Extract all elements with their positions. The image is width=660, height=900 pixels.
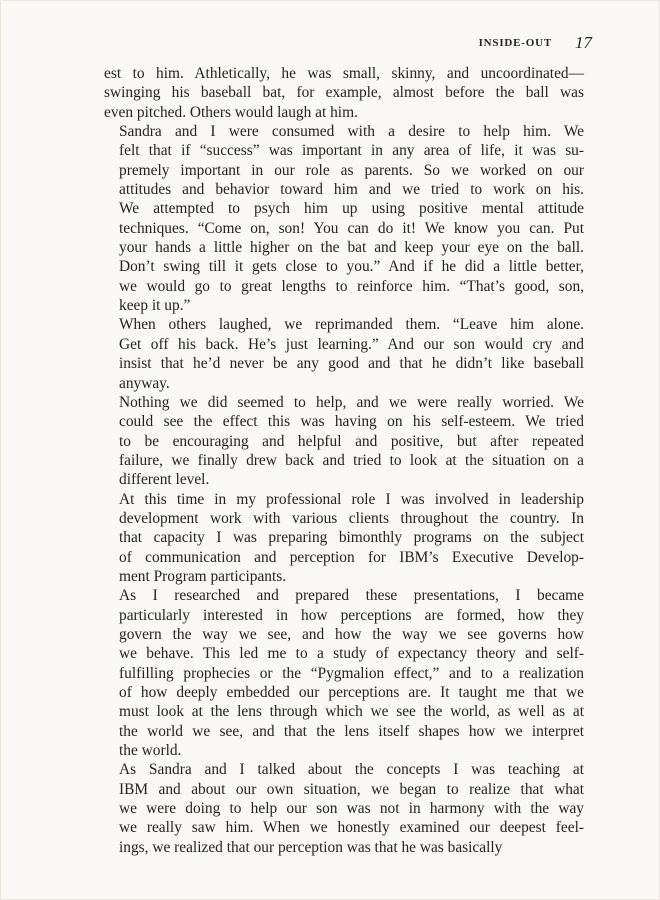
paragraph — [104, 315, 584, 392]
text-line: that capacity I was preparing bimonthly programs on the subject — [119, 529, 584, 547]
text-line: Nothing we did seemed to help, and we were really worried. We — [119, 393, 584, 411]
text-line: fulfilling prophecies or the “Pygmalion effect,” and to a realization — [119, 664, 584, 682]
page-header — [0, 34, 660, 54]
page-number: 17 — [575, 33, 592, 52]
text-line: When others laughed, we reprimanded them. “Leave him alone. — [119, 316, 584, 334]
text-line: development work with various clients throughout the country. In — [119, 509, 584, 527]
running-head: INSIDE-OUT — [478, 37, 552, 49]
text-line: we would go to great lengths to reinforce him. “That’s good, son, — [119, 277, 584, 295]
text-line: We attempted to psych him up using positive mental attitude — [119, 200, 584, 218]
text-line: felt that if “success” was important in any area of life, it was su- — [119, 142, 584, 160]
text-line: ings, we realized that our perception was that he was basically — [119, 838, 503, 856]
text-line: different level. — [119, 471, 210, 489]
text-line: attitudes and behavior toward him and we tried to work on his. — [119, 181, 584, 199]
paragraph — [104, 586, 584, 760]
text-line: Get off his back. He’s just learning.” And our son would cry and — [119, 335, 584, 353]
text-line: of communication and perception for IBM’s Executive Develop- — [119, 548, 584, 566]
text-line: techniques. “Come on, son! You can do it! We know you can. Put — [119, 219, 584, 237]
paragraph — [104, 122, 584, 315]
text-line: we were doing to help our son was not in harmony with the way — [119, 800, 584, 818]
text-line: keep it up.” — [119, 297, 191, 315]
body-text — [104, 64, 584, 857]
text-line: the world we see, and that the lens itself shapes how we interpret — [119, 722, 584, 740]
text-line: govern the way we see, and how the way we see governs how — [119, 625, 584, 643]
text-line: As Sandra and I talked about the concepts I was teaching at — [119, 761, 584, 779]
paragraph — [104, 393, 584, 490]
paragraph — [104, 490, 584, 587]
text-line: premely important in our role as parents. So we worked on our — [119, 161, 584, 179]
text-line: As I researched and prepared these presentations, I became — [119, 587, 584, 605]
paragraph — [104, 760, 584, 857]
text-line: est to him. Athletically, he was small, skinny, and uncoordinated— — [104, 65, 584, 82]
text-line: At this time in my professional role I was involved in leadership — [119, 490, 584, 508]
text-line: must look at the lens through which we see the world, as well as at — [119, 703, 584, 721]
text-line: your hands a little higher on the bat and keep your eye on the ball. — [119, 239, 584, 257]
text-line: particularly interested in how perceptions are formed, how they — [119, 606, 584, 624]
text-line: ment Program participants. — [119, 567, 287, 585]
text-line: to be encouraging and helpful and positive, but after repeated — [119, 432, 584, 450]
text-line: of how deeply embedded our perceptions are. It taught me that we — [119, 684, 584, 701]
text-line: IBM and about our own situation, we began to realize that what — [119, 780, 584, 798]
text-line: the world. — [119, 742, 182, 760]
text-line: even pitched. Others would laugh at him. — [104, 103, 358, 121]
text-line: insist that he’d never be any good and that he didn’t like baseball — [119, 355, 584, 373]
text-line: Don’t swing till it gets close to you.” And if he did a little better, — [119, 258, 584, 276]
text-line: failure, we finally drew back and tried to look at the situation on a — [119, 451, 584, 469]
text-line: swinging his baseball bat, for example, almost before the ball was — [104, 84, 584, 102]
text-line: we behave. This led me to a study of expectancy theory and self- — [119, 645, 584, 663]
paragraph — [104, 64, 584, 122]
text-line: could see the effect this was having on his self-esteem. We tried — [119, 413, 584, 431]
text-line: anyway. — [119, 374, 170, 392]
text-line: Sandra and I were consumed with a desire to help him. We — [119, 123, 584, 141]
text-line: we really saw him. When we honestly examined our deepest feel- — [119, 819, 584, 837]
